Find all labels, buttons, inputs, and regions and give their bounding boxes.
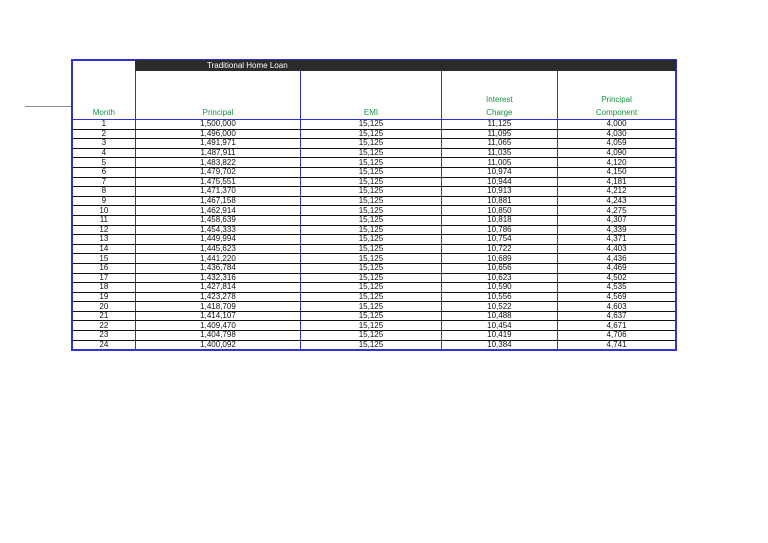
- principal-component-cell: 4,436: [558, 254, 676, 264]
- table-row: [72, 292, 676, 302]
- table-row: [72, 331, 676, 341]
- principal-cell: 1,409,470: [135, 321, 301, 331]
- principal-component-cell: 4,181: [558, 177, 676, 187]
- month-cell: 8: [72, 187, 135, 197]
- principal-cell: 1,487,911: [135, 148, 301, 158]
- interest-charge-cell: 11,095: [441, 129, 557, 139]
- principal-cell: 1,414,107: [135, 311, 301, 321]
- month-cell: 18: [72, 283, 135, 293]
- principal-cell: 1,436,784: [135, 263, 301, 273]
- principal-component-cell: 4,603: [558, 302, 676, 312]
- month-cell: 16: [72, 263, 135, 273]
- principal-component-cell: 4,706: [558, 331, 676, 341]
- interest-charge-cell: 11,005: [441, 158, 557, 168]
- emi-cell: 15,125: [301, 129, 441, 139]
- principal-cell: 1,423,278: [135, 292, 301, 302]
- principal-component-cell: 4,469: [558, 263, 676, 273]
- month-cell: 19: [72, 292, 135, 302]
- table-row: [72, 187, 676, 197]
- principal-component-cell: 4,741: [558, 340, 676, 350]
- emi-cell: 15,125: [301, 196, 441, 206]
- table-row: [72, 263, 676, 273]
- interest-charge-cell: 11,125: [441, 120, 557, 130]
- principal-cell: 1,483,822: [135, 158, 301, 168]
- month-cell: 1: [72, 120, 135, 130]
- principal-component-cell: 4,307: [558, 215, 676, 225]
- table-row: [72, 340, 676, 350]
- emi-cell: 15,125: [301, 177, 441, 187]
- principal-component-cell: 4,535: [558, 283, 676, 293]
- principal-component-cell: 4,090: [558, 148, 676, 158]
- table-row: [72, 129, 676, 139]
- principal-cell: 1,427,814: [135, 283, 301, 293]
- interest-charge-cell: 10,786: [441, 225, 557, 235]
- table-row: [72, 167, 676, 177]
- interest-charge-cell: 10,850: [441, 206, 557, 216]
- principal-component-cell: 4,059: [558, 139, 676, 149]
- principal-cell: 1,462,914: [135, 206, 301, 216]
- table-row: [72, 206, 676, 216]
- principal-component-cell: 4,212: [558, 187, 676, 197]
- emi-cell: 15,125: [301, 283, 441, 293]
- month-cell: 9: [72, 196, 135, 206]
- principal-cell: 1,471,370: [135, 187, 301, 197]
- month-cell: 20: [72, 302, 135, 312]
- month-cell: 11: [72, 215, 135, 225]
- month-cell: 6: [72, 167, 135, 177]
- emi-cell: 15,125: [301, 273, 441, 283]
- principal-component-cell: 4,637: [558, 311, 676, 321]
- principal-cell: 1,404,798: [135, 331, 301, 341]
- emi-cell: 15,125: [301, 206, 441, 216]
- month-cell: 13: [72, 235, 135, 245]
- principal-component-cell: 4,403: [558, 244, 676, 254]
- interest-charge-cell: 10,754: [441, 235, 557, 245]
- table-row: [72, 120, 676, 130]
- interest-charge-cell: 10,488: [441, 311, 557, 321]
- interest-charge-cell: 10,454: [441, 321, 557, 331]
- principal-cell: 1,454,333: [135, 225, 301, 235]
- table-row: [72, 321, 676, 331]
- emi-cell: 15,125: [301, 167, 441, 177]
- interest-charge-cell: 10,522: [441, 302, 557, 312]
- interest-charge-cell: 10,689: [441, 254, 557, 264]
- principal-component-cell: 4,030: [558, 129, 676, 139]
- principal-component-cell: 4,371: [558, 235, 676, 245]
- principal-cell: 1,449,994: [135, 235, 301, 245]
- principal-component-cell: 4,150: [558, 167, 676, 177]
- table-row: [72, 196, 676, 206]
- emi-cell: 15,125: [301, 331, 441, 341]
- month-cell: 12: [72, 225, 135, 235]
- interest-charge-cell: 10,590: [441, 283, 557, 293]
- emi-cell: 15,125: [301, 244, 441, 254]
- interest-charge-header: Interest Charge: [441, 60, 557, 120]
- principal-cell: 1,445,623: [135, 244, 301, 254]
- principal-cell: 1,496,000: [135, 129, 301, 139]
- table-row: [72, 177, 676, 187]
- principal-cell: 1,500,000: [135, 120, 301, 130]
- emi-cell: 15,125: [301, 158, 441, 168]
- table-row: [72, 302, 676, 312]
- emi-cell: 15,125: [301, 120, 441, 130]
- month-cell: 24: [72, 340, 135, 350]
- principal-cell: 1,491,971: [135, 139, 301, 149]
- interest-charge-cell: 10,974: [441, 167, 557, 177]
- interest-charge-cell: 10,556: [441, 292, 557, 302]
- principal-component-cell: 4,120: [558, 158, 676, 168]
- emi-cell: 15,125: [301, 340, 441, 350]
- month-cell: 4: [72, 148, 135, 158]
- emi-cell: 15,125: [301, 311, 441, 321]
- interest-charge-cell: 10,419: [441, 331, 557, 341]
- table-row: [72, 225, 676, 235]
- table-row: [72, 148, 676, 158]
- principal-component-cell: 4,671: [558, 321, 676, 331]
- month-cell: 17: [72, 273, 135, 283]
- table-row: [72, 311, 676, 321]
- month-cell: 22: [72, 321, 135, 331]
- month-cell: 2: [72, 129, 135, 139]
- interest-charge-cell: 11,065: [441, 139, 557, 149]
- emi-cell: 15,125: [301, 139, 441, 149]
- principal-component-cell: 4,275: [558, 206, 676, 216]
- emi-cell: 15,125: [301, 302, 441, 312]
- emi-cell: 15,125: [301, 321, 441, 331]
- principal-component-cell: 4,569: [558, 292, 676, 302]
- emi-header: EMI: [301, 60, 441, 120]
- month-cell: 21: [72, 311, 135, 321]
- table-row: [72, 158, 676, 168]
- table-title-bar: [135, 60, 676, 71]
- table-row: [72, 215, 676, 225]
- month-cell: 15: [72, 254, 135, 264]
- table-row: [72, 244, 676, 254]
- principal-cell: 1,400,092: [135, 340, 301, 350]
- principal-component-cell: 4,243: [558, 196, 676, 206]
- left-margin-rule: [25, 106, 73, 107]
- table-row: [72, 283, 676, 293]
- interest-charge-cell: 11,035: [441, 148, 557, 158]
- month-cell: 5: [72, 158, 135, 168]
- principal-header: Principal: [135, 60, 301, 120]
- interest-charge-cell: 10,944: [441, 177, 557, 187]
- interest-charge-cell: 10,623: [441, 273, 557, 283]
- principal-cell: 1,441,220: [135, 254, 301, 264]
- emi-cell: 15,125: [301, 254, 441, 264]
- month-cell: 10: [72, 206, 135, 216]
- month-cell: 7: [72, 177, 135, 187]
- interest-charge-cell: 10,818: [441, 215, 557, 225]
- month-header: Month: [72, 60, 135, 120]
- principal-component-cell: 4,502: [558, 273, 676, 283]
- principal-cell: 1,458,639: [135, 215, 301, 225]
- interest-charge-cell: 10,384: [441, 340, 557, 350]
- month-cell: 14: [72, 244, 135, 254]
- principal-component-cell: 4,000: [558, 120, 676, 130]
- principal-component-cell: 4,339: [558, 225, 676, 235]
- interest-charge-cell: 10,881: [441, 196, 557, 206]
- emi-cell: 15,125: [301, 263, 441, 273]
- interest-charge-cell: 10,913: [441, 187, 557, 197]
- emi-cell: 15,125: [301, 235, 441, 245]
- principal-component-header: Principal Component: [558, 60, 676, 120]
- emi-cell: 15,125: [301, 292, 441, 302]
- emi-cell: 15,125: [301, 225, 441, 235]
- interest-charge-cell: 10,656: [441, 263, 557, 273]
- table-row: [72, 139, 676, 149]
- table-row: [72, 235, 676, 245]
- table-row: [72, 254, 676, 264]
- principal-cell: 1,418,709: [135, 302, 301, 312]
- month-cell: 3: [72, 139, 135, 149]
- emi-cell: 15,125: [301, 215, 441, 225]
- loan-schedule-table: [71, 59, 677, 351]
- table-row: [72, 273, 676, 283]
- emi-cell: 15,125: [301, 148, 441, 158]
- loan-schedule-body: [72, 120, 676, 351]
- month-cell: 23: [72, 331, 135, 341]
- principal-cell: 1,432,316: [135, 273, 301, 283]
- principal-cell: 1,467,158: [135, 196, 301, 206]
- principal-cell: 1,475,551: [135, 177, 301, 187]
- principal-cell: 1,479,702: [135, 167, 301, 177]
- emi-cell: 15,125: [301, 187, 441, 197]
- interest-charge-cell: 10,722: [441, 244, 557, 254]
- table-title: Traditional Home Loan: [207, 61, 288, 70]
